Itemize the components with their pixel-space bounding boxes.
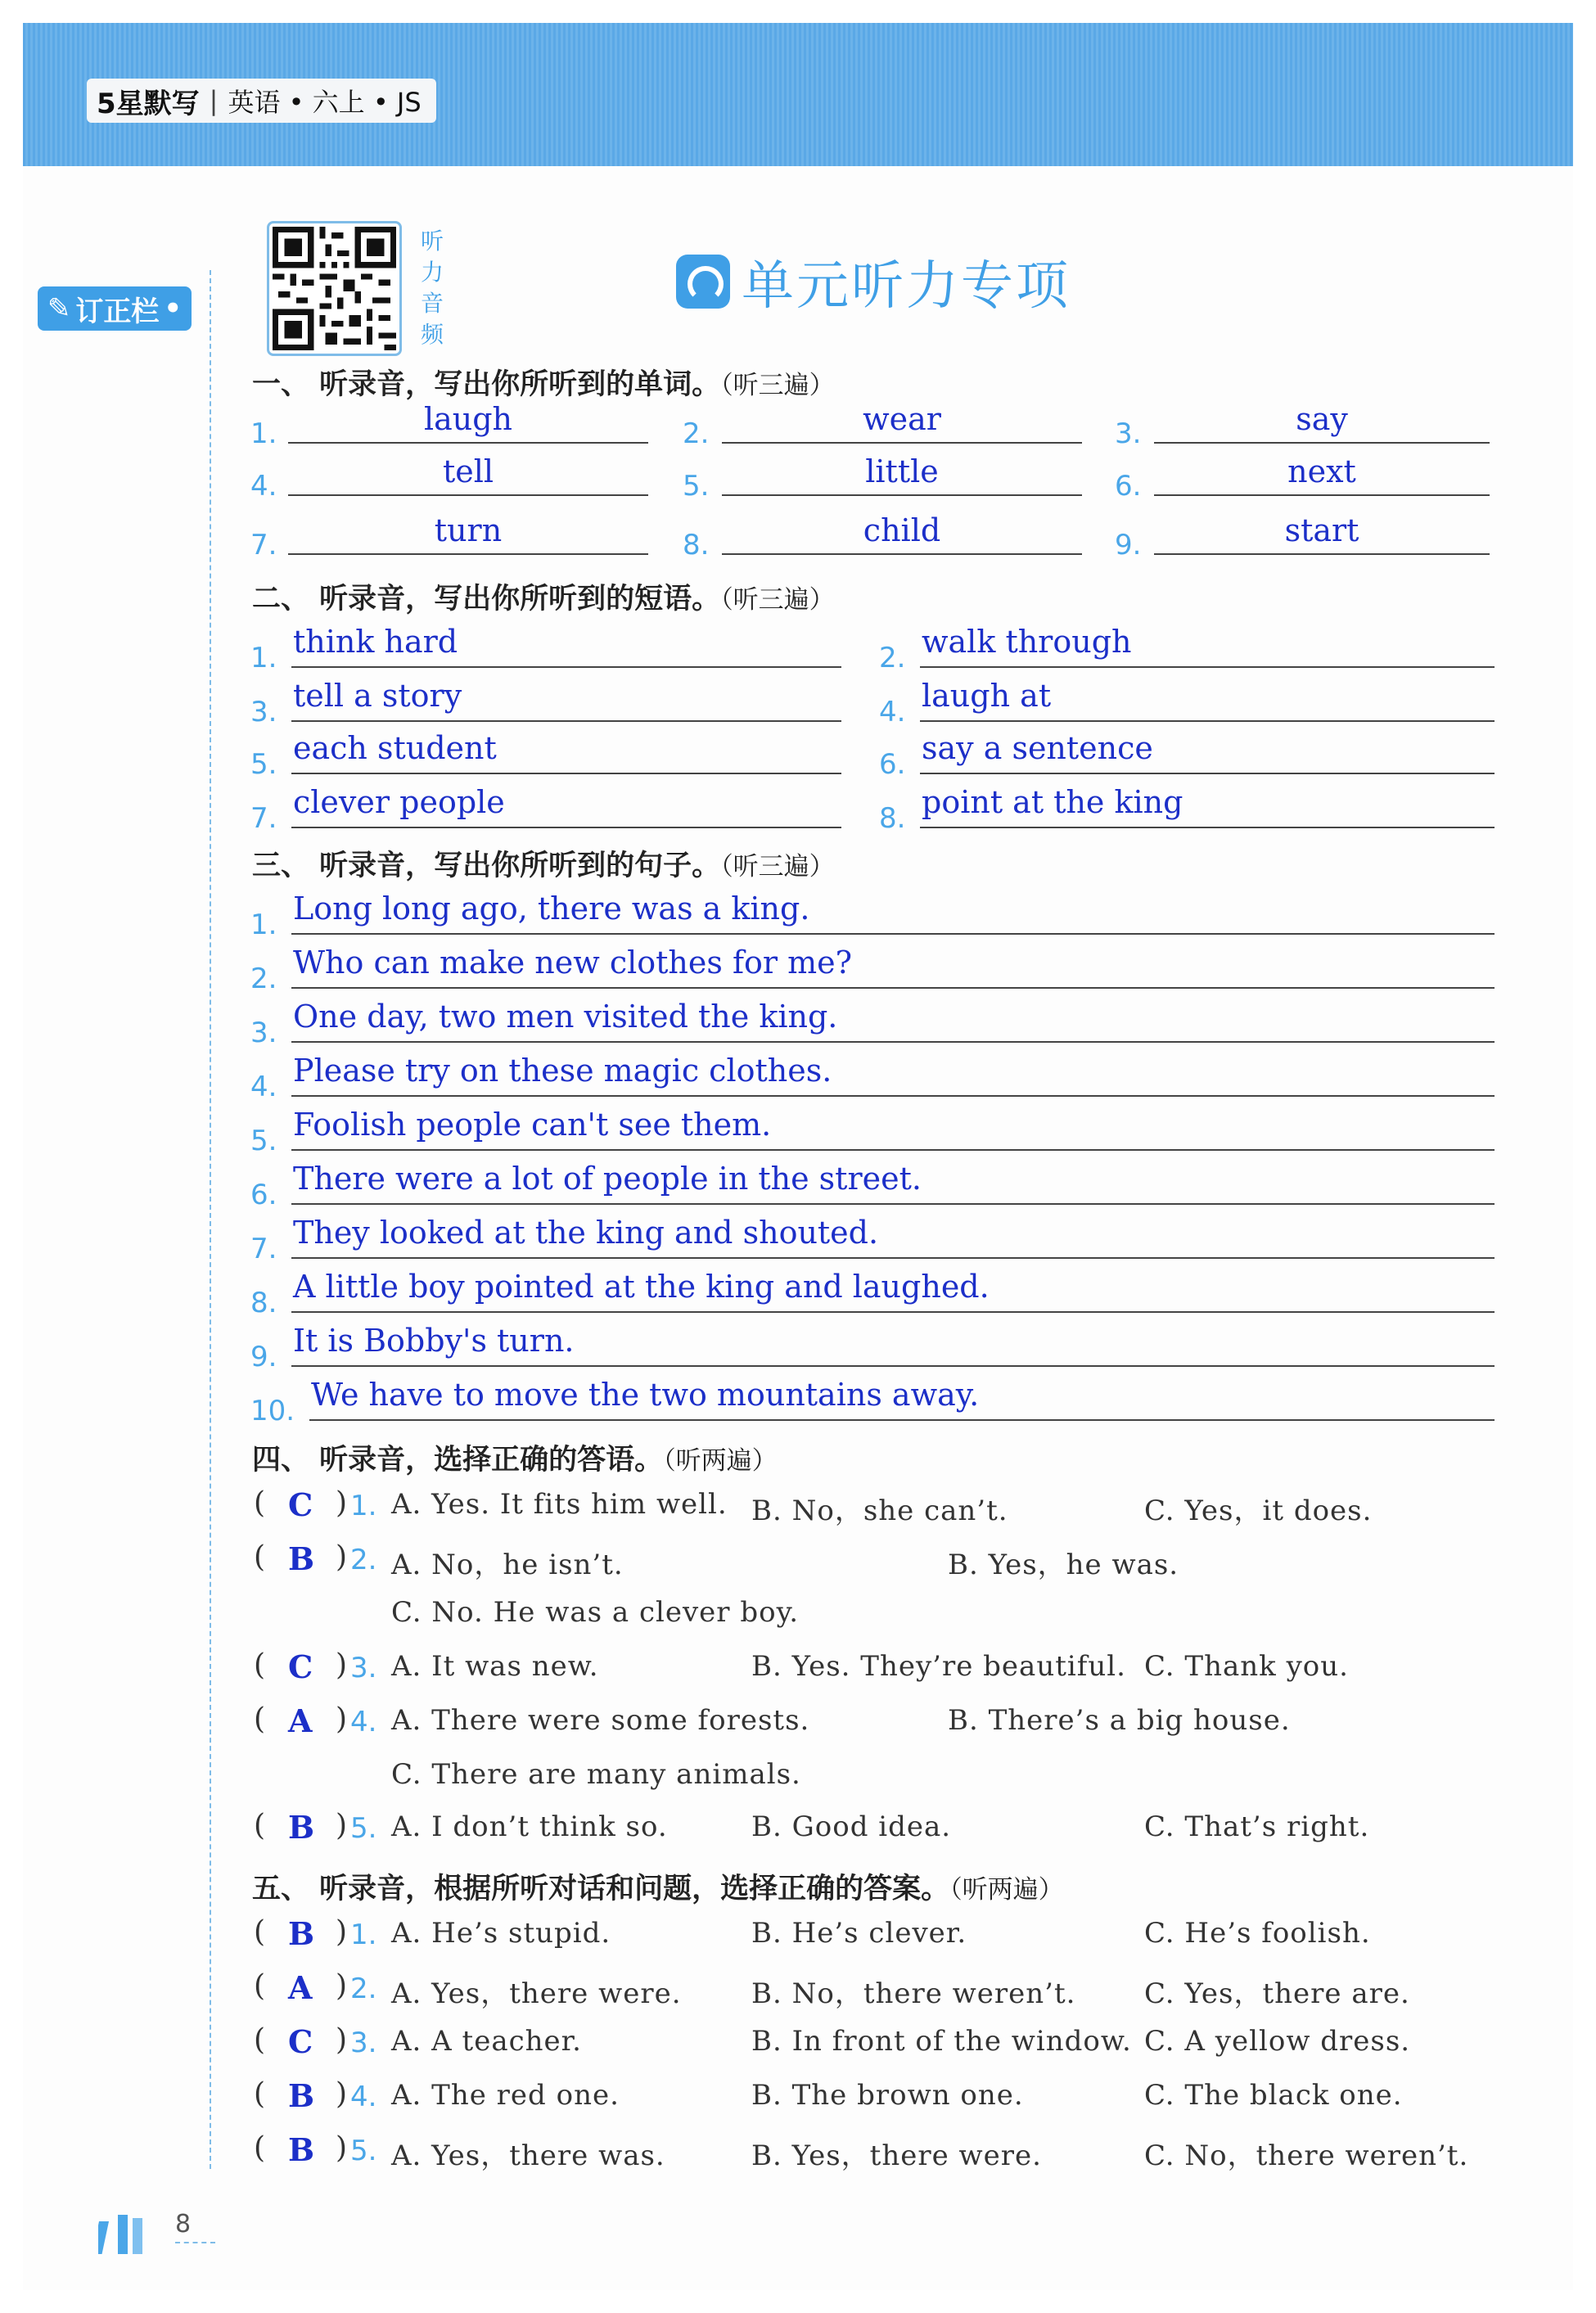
tag-char: 听 xyxy=(420,228,444,255)
option-b: B. Yes. They’re beautiful. xyxy=(751,1650,1126,1683)
brand-divider: | xyxy=(209,85,219,116)
option-a: A. The red one. xyxy=(391,2079,620,2112)
answer-line xyxy=(722,442,1082,444)
item-number: 8. xyxy=(250,1287,277,1319)
option-c: C. Thank you. xyxy=(1144,1650,1349,1683)
answer-line xyxy=(291,1041,1495,1043)
answer-line xyxy=(291,1095,1495,1097)
part5-title-text: 五、 听录音，根据所听对话和问题，选择正确的答案。 xyxy=(252,1873,950,1905)
part3-note: （听三遍） xyxy=(720,852,835,881)
open-paren: ( xyxy=(254,1809,266,1842)
dot-icon: • xyxy=(164,292,183,325)
close-paren: ) xyxy=(336,2077,348,2111)
answer-sentence: It is Bobby's turn. xyxy=(293,1323,575,1359)
part4-title xyxy=(252,1437,778,1478)
header-brand xyxy=(87,79,436,123)
open-paren: ( xyxy=(254,1915,266,1949)
option-b: B. The brown one. xyxy=(751,2079,1024,2112)
tag-char: 音 xyxy=(420,290,444,317)
item-number: 5. xyxy=(683,470,710,503)
item-number: 5. xyxy=(350,1812,377,1845)
option-b: B. Yes，he was. xyxy=(948,1549,1179,1581)
part3-title xyxy=(252,843,835,884)
part2-title-text: 二、 听录音，写出你所听到的短语。 xyxy=(252,583,721,615)
answer-phrase: point at the king xyxy=(922,784,1183,820)
option-c: C. He’s foolish. xyxy=(1144,1917,1371,1950)
section-title xyxy=(676,244,1071,319)
open-paren: ( xyxy=(254,1648,266,1682)
answer-line xyxy=(291,827,841,828)
answer-letter: C xyxy=(288,1648,313,1685)
item-number: 9. xyxy=(1115,529,1142,561)
option-a: A. He’s stupid. xyxy=(391,1917,611,1950)
pencil-icon: ✎ xyxy=(47,292,71,325)
option-b: B. He’s clever. xyxy=(751,1917,967,1950)
item-number: 4. xyxy=(879,696,906,728)
item-number: 2. xyxy=(879,642,906,674)
answer-line xyxy=(288,553,648,555)
part1-title-text: 一、 听录音，写出你所听到的单词。 xyxy=(252,368,721,401)
option-c: C. A yellow dress. xyxy=(1144,2025,1411,2058)
answer-letter: B xyxy=(288,1915,315,1952)
answer-sentence: Foolish people can't see them. xyxy=(293,1107,772,1143)
close-paren: ) xyxy=(336,1809,348,1842)
section-title-text: 单元听力专项 xyxy=(742,256,1071,317)
item-number: 4. xyxy=(250,470,277,503)
correction-column-divider xyxy=(210,270,211,2169)
item-number: 2. xyxy=(250,963,277,995)
listen-audio-tag xyxy=(406,226,458,357)
answer-phrase: laugh at xyxy=(922,678,1052,714)
item-number: 9. xyxy=(250,1341,277,1373)
open-paren: ( xyxy=(254,1702,266,1736)
answer-line xyxy=(920,773,1495,774)
item-number: 6. xyxy=(879,748,906,781)
option-b: B. In front of the window. xyxy=(751,2025,1132,2058)
item-number: 6. xyxy=(250,1179,277,1211)
option-c: C. The black one. xyxy=(1144,2079,1403,2112)
open-paren: ( xyxy=(254,2131,266,2165)
item-number: 3. xyxy=(350,2027,377,2059)
answer-sentence: We have to move the two mountains away. xyxy=(311,1377,980,1413)
answer-word: laugh xyxy=(423,401,513,437)
answer-line xyxy=(291,1149,1495,1151)
item-number: 3. xyxy=(250,1017,277,1049)
answer-letter: A xyxy=(288,1969,313,2006)
item-number: 1. xyxy=(350,1918,377,1951)
open-paren: ( xyxy=(254,1486,266,1520)
tag-char: 频 xyxy=(420,321,444,348)
option-b: B. No，there weren’t. xyxy=(751,1977,1076,2010)
close-paren: ) xyxy=(336,2023,348,2057)
option-b: B. No，she can’t. xyxy=(751,1495,1008,1527)
open-paren: ( xyxy=(254,2077,266,2111)
item-number: 1. xyxy=(350,1490,377,1522)
answer-line xyxy=(291,1311,1495,1313)
option-a: A. Yes. It fits him well. xyxy=(391,1488,728,1521)
part2-title xyxy=(252,576,835,617)
answer-line xyxy=(288,442,648,444)
close-paren: ) xyxy=(336,1969,348,2003)
answer-word: start xyxy=(1284,512,1359,548)
close-paren: ) xyxy=(336,1540,348,1574)
item-number: 8. xyxy=(683,529,710,561)
item-number: 3. xyxy=(350,1652,377,1684)
answer-sentence: There were a lot of people in the street. xyxy=(293,1161,922,1197)
answer-word: little xyxy=(865,453,939,489)
answer-phrase: think hard xyxy=(293,624,458,660)
answer-line xyxy=(291,987,1495,989)
open-paren: ( xyxy=(254,2023,266,2057)
answer-line xyxy=(291,666,841,668)
qr-code-icon xyxy=(273,227,396,350)
answer-line xyxy=(291,1365,1495,1367)
item-number: 5. xyxy=(350,2135,377,2167)
answer-letter: B xyxy=(288,1809,315,1846)
part5-title xyxy=(252,1866,1064,1907)
answer-phrase: tell a story xyxy=(293,678,462,714)
answer-line xyxy=(1154,442,1490,444)
item-number: 7. xyxy=(250,529,277,561)
answer-line xyxy=(1154,553,1490,555)
option-c: C. No，there weren’t. xyxy=(1144,2139,1469,2172)
answer-line xyxy=(920,827,1495,828)
tag-char: 力 xyxy=(420,259,444,286)
item-number: 4. xyxy=(250,1071,277,1103)
item-number: 1. xyxy=(250,909,277,941)
answer-line xyxy=(1154,494,1490,496)
answer-line xyxy=(291,720,841,722)
answer-line xyxy=(309,1419,1495,1421)
item-number: 3. xyxy=(250,696,277,728)
option-b: B. There’s a big house. xyxy=(948,1704,1291,1737)
item-number: 10. xyxy=(250,1395,295,1427)
answer-word: turn xyxy=(434,512,503,548)
answer-line xyxy=(291,773,841,774)
option-c: C. Yes，there are. xyxy=(1144,1977,1410,2010)
correction-label: 订正栏 xyxy=(75,295,160,328)
answer-phrase: each student xyxy=(293,730,497,766)
part4-note: （听两遍） xyxy=(663,1446,778,1476)
close-paren: ) xyxy=(336,2131,348,2165)
answer-word: wear xyxy=(863,401,941,437)
item-number: 7. xyxy=(250,802,277,835)
qr-code[interactable] xyxy=(267,221,402,356)
option-c: C. There are many animals. xyxy=(391,1758,801,1791)
books-icon xyxy=(98,2210,156,2256)
item-number: 1. xyxy=(250,417,277,450)
answer-line xyxy=(722,494,1082,496)
answer-sentence: Please try on these magic clothes. xyxy=(293,1053,832,1089)
close-paren: ) xyxy=(336,1486,348,1520)
answer-line xyxy=(291,1203,1495,1205)
item-number: 4. xyxy=(350,2081,377,2113)
item-number: 1. xyxy=(250,642,277,674)
option-c: C. No. He was a clever boy. xyxy=(391,1596,800,1629)
answer-letter: A xyxy=(288,1702,313,1739)
answer-line xyxy=(291,933,1495,935)
item-number: 5. xyxy=(250,1125,277,1157)
answer-letter: B xyxy=(288,2131,315,2168)
answer-sentence: They looked at the king and shouted. xyxy=(293,1215,879,1251)
subject-label: 英语 • 六上 • JS xyxy=(228,87,422,118)
answer-phrase: say a sentence xyxy=(922,730,1153,766)
part1-title xyxy=(252,362,835,403)
close-paren: ) xyxy=(336,1702,348,1736)
option-b: B. Good idea. xyxy=(751,1810,952,1843)
part4-title-text: 四、 听录音，选择正确的答语。 xyxy=(252,1444,664,1477)
answer-sentence: A little boy pointed at the king and laughed. xyxy=(293,1269,990,1305)
option-c: C. That’s right. xyxy=(1144,1810,1370,1843)
answer-word: next xyxy=(1287,453,1356,489)
answer-letter: C xyxy=(288,2023,313,2060)
item-number: 2. xyxy=(350,1544,377,1576)
close-paren: ) xyxy=(336,1915,348,1949)
answer-word: tell xyxy=(442,453,494,489)
item-number: 3. xyxy=(1115,417,1142,450)
page-number: 8 xyxy=(175,2210,215,2243)
item-number: 2. xyxy=(350,1973,377,2005)
answer-line xyxy=(291,1257,1495,1259)
item-number: 8. xyxy=(879,802,906,835)
answer-word: say xyxy=(1296,401,1348,437)
answer-letter: B xyxy=(288,2077,315,2114)
option-a: A. No，he isn’t. xyxy=(391,1549,624,1581)
close-paren: ) xyxy=(336,1648,348,1682)
item-number: 5. xyxy=(250,748,277,781)
answer-phrase: walk through xyxy=(922,624,1132,660)
item-number: 6. xyxy=(1115,470,1142,503)
open-paren: ( xyxy=(254,1969,266,2003)
answer-letter: C xyxy=(288,1486,313,1523)
answer-line xyxy=(722,553,1082,555)
part5-note: （听两遍） xyxy=(949,1875,1064,1905)
option-a: A. I don’t think so. xyxy=(391,1810,668,1843)
answer-sentence: Long long ago, there was a king. xyxy=(293,890,810,927)
open-paren: ( xyxy=(254,1540,266,1574)
answer-letter: B xyxy=(288,1540,315,1577)
option-a: A. There were some forests. xyxy=(391,1704,810,1737)
headphone-icon xyxy=(676,255,730,309)
option-a: A. Yes，there was. xyxy=(391,2139,665,2172)
answer-line xyxy=(920,666,1495,668)
option-a: A. It was new. xyxy=(391,1650,599,1683)
item-number: 2. xyxy=(683,417,710,450)
part3-title-text: 三、 听录音，写出你所听到的句子。 xyxy=(252,850,721,882)
answer-line xyxy=(920,720,1495,722)
answer-line xyxy=(288,494,648,496)
answer-sentence: Who can make new clothes for me? xyxy=(293,945,853,981)
answer-phrase: clever people xyxy=(293,784,505,820)
part1-note: （听三遍） xyxy=(720,371,835,400)
option-a: A. A teacher. xyxy=(391,2025,582,2058)
option-b: B. Yes，there were. xyxy=(751,2139,1042,2172)
correction-badge xyxy=(38,286,192,331)
option-a: A. Yes，there were. xyxy=(391,1977,682,2010)
answer-sentence: One day, two men visited the king. xyxy=(293,999,838,1035)
option-c: C. Yes，it does. xyxy=(1144,1495,1373,1527)
item-number: 7. xyxy=(250,1233,277,1265)
item-number: 4. xyxy=(350,1706,377,1738)
answer-word: child xyxy=(863,512,941,548)
brand-name: 5星默写 xyxy=(97,87,200,120)
part2-note: （听三遍） xyxy=(720,585,835,615)
